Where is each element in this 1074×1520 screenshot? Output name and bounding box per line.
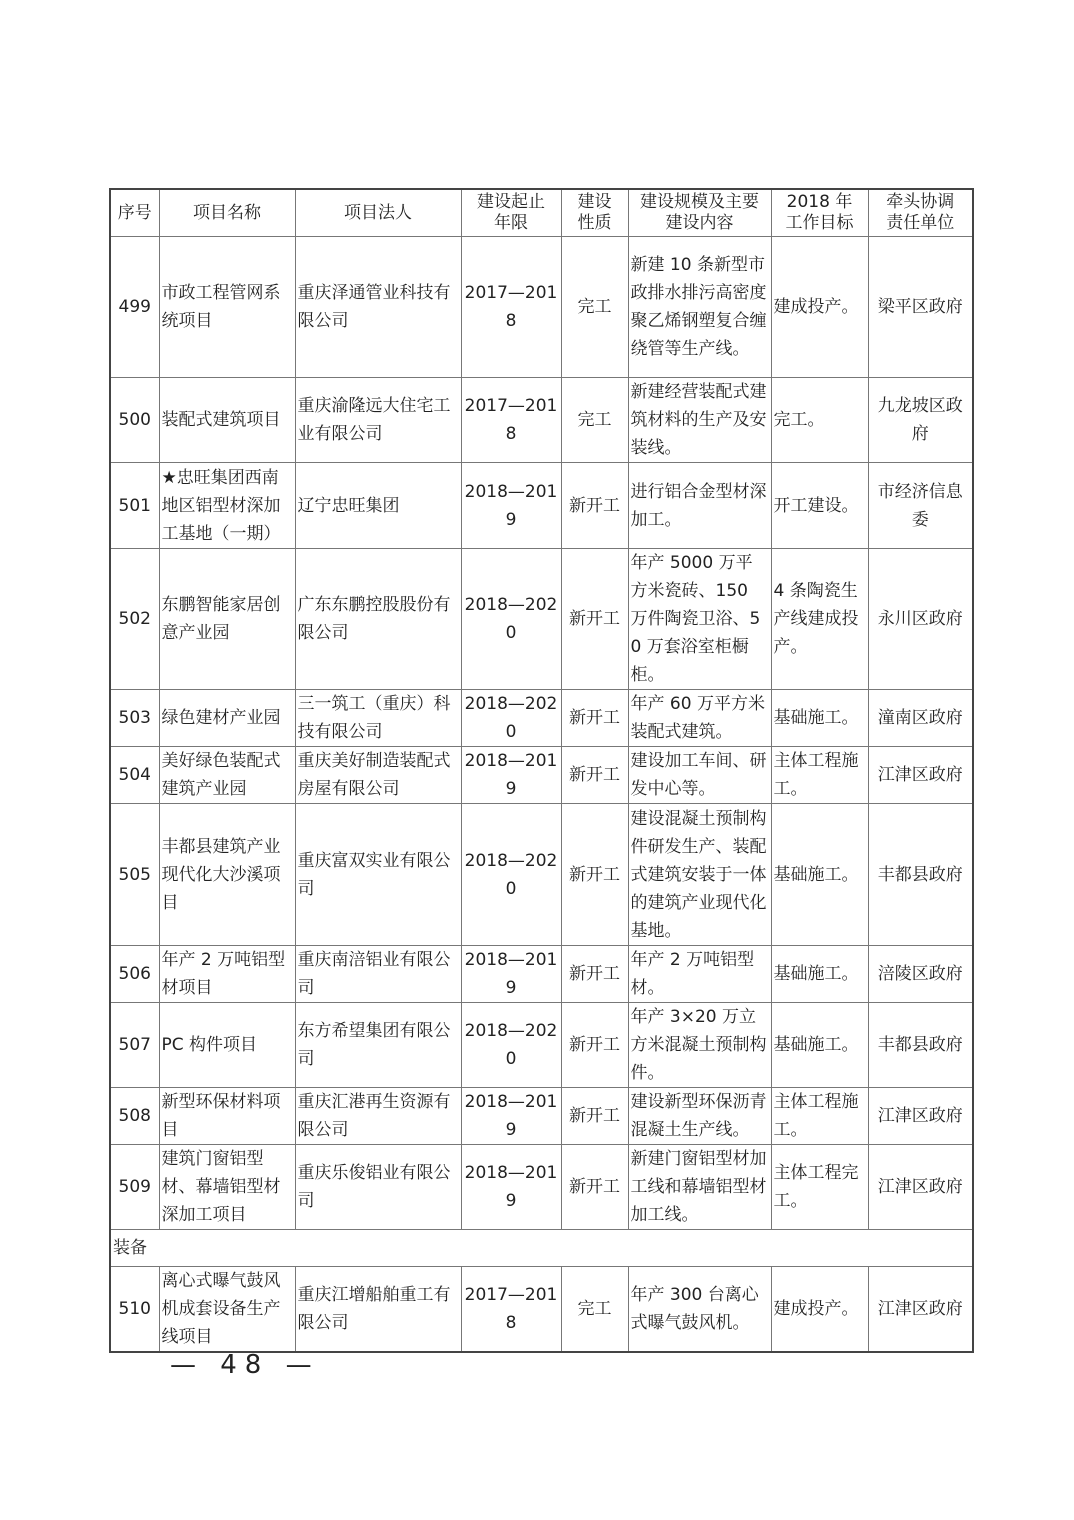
cell-goal: 完工。 [771, 378, 868, 463]
cell-period: 2017—2018 [461, 1267, 561, 1353]
table-row [110, 549, 973, 690]
cell-type: 完工 [561, 378, 628, 463]
cell-name: 装配式建筑项目 [159, 378, 295, 463]
cell-period: 2018—2019 [461, 1088, 561, 1145]
cell-no: 504 [110, 747, 159, 804]
cell-legal: 重庆乐俊铝业有限公司 [295, 1145, 461, 1230]
cell-type: 新开工 [561, 690, 628, 747]
cell-content: 新建经营装配式建筑材料的生产及安装线。 [628, 378, 771, 463]
cell-no: 507 [110, 1003, 159, 1088]
cell-legal: 重庆渝隆远大住宅工业有限公司 [295, 378, 461, 463]
cell-period: 2018—2020 [461, 1003, 561, 1088]
table-row [110, 946, 973, 1003]
cell-period: 2017—2018 [461, 378, 561, 463]
cell-period: 2018—2020 [461, 804, 561, 946]
cell-content: 年产 5000 万平方米瓷砖、150 万件陶瓷卫浴、50 万套浴室柜橱柜。 [628, 549, 771, 690]
cell-no: 505 [110, 804, 159, 946]
cell-goal: 主体工程完工。 [771, 1145, 868, 1230]
cell-legal: 广东东鹏控股股份有限公司 [295, 549, 461, 690]
header-period: 建设起止 年限 [461, 189, 561, 237]
cell-name: 建筑门窗铝型材、幕墙铝型材深加工项目 [159, 1145, 295, 1230]
header-unit: 牵头协调 责任单位 [868, 189, 973, 237]
cell-type: 完工 [561, 237, 628, 378]
cell-unit: 涪陵区政府 [868, 946, 973, 1003]
cell-goal: 主体工程施工。 [771, 1088, 868, 1145]
cell-name: 美好绿色装配式建筑产业园 [159, 747, 295, 804]
cell-goal: 基础施工。 [771, 1003, 868, 1088]
cell-period: 2018—2019 [461, 946, 561, 1003]
cell-legal: 重庆富双实业有限公司 [295, 804, 461, 946]
cell-goal: 基础施工。 [771, 804, 868, 946]
cell-no: 503 [110, 690, 159, 747]
cell-no: 510 [110, 1267, 159, 1353]
cell-name: 新型环保材料项目 [159, 1088, 295, 1145]
cell-period: 2018—2020 [461, 690, 561, 747]
cell-content: 建设新型环保沥青混凝土生产线。 [628, 1088, 771, 1145]
cell-name: PC 构件项目 [159, 1003, 295, 1088]
table-row [110, 1267, 973, 1353]
cell-unit: 市经济信息委 [868, 463, 973, 549]
table-row [110, 1003, 973, 1088]
header-legal: 项目法人 [295, 189, 461, 237]
cell-type: 新开工 [561, 463, 628, 549]
table-row [110, 804, 973, 946]
cell-legal: 重庆美好制造装配式房屋有限公司 [295, 747, 461, 804]
cell-no: 501 [110, 463, 159, 549]
cell-content: 建设加工车间、研发中心等。 [628, 747, 771, 804]
section-header-row [110, 1230, 973, 1267]
cell-unit: 潼南区政府 [868, 690, 973, 747]
cell-period: 2018—2019 [461, 463, 561, 549]
cell-name: 市政工程管网系统项目 [159, 237, 295, 378]
cell-unit: 永川区政府 [868, 549, 973, 690]
cell-legal: 重庆汇港再生资源有限公司 [295, 1088, 461, 1145]
cell-content: 年产 2 万吨铝型材。 [628, 946, 771, 1003]
cell-type: 新开工 [561, 1003, 628, 1088]
header-no: 序号 [110, 189, 159, 237]
cell-goal: 开工建设。 [771, 463, 868, 549]
cell-type: 新开工 [561, 1088, 628, 1145]
cell-no: 499 [110, 237, 159, 378]
cell-name: 丰都县建筑产业现代化大沙溪项目 [159, 804, 295, 946]
header-goal: 2018 年 工作目标 [771, 189, 868, 237]
table-row [110, 1088, 973, 1145]
cell-legal: 重庆江增船舶重工有限公司 [295, 1267, 461, 1353]
cell-no: 509 [110, 1145, 159, 1230]
cell-legal: 三一筑工（重庆）科技有限公司 [295, 690, 461, 747]
cell-unit: 江津区政府 [868, 747, 973, 804]
cell-no: 506 [110, 946, 159, 1003]
cell-name: 年产 2 万吨铝型材项目 [159, 946, 295, 1003]
cell-type: 新开工 [561, 946, 628, 1003]
cell-unit: 丰都县政府 [868, 804, 973, 946]
header-content: 建设规模及主要 建设内容 [628, 189, 771, 237]
cell-type: 新开工 [561, 549, 628, 690]
cell-legal: 重庆泽通管业科技有限公司 [295, 237, 461, 378]
header-type: 建设 性质 [561, 189, 628, 237]
cell-goal: 基础施工。 [771, 946, 868, 1003]
cell-goal: 4 条陶瓷生产线建成投产。 [771, 549, 868, 690]
cell-unit: 梁平区政府 [868, 237, 973, 378]
cell-period: 2018—2019 [461, 1145, 561, 1230]
cell-unit: 九龙坡区政府 [868, 378, 973, 463]
cell-no: 508 [110, 1088, 159, 1145]
cell-content: 新建 10 条新型市政排水排污高密度聚乙烯钢塑复合缠绕管等生产线。 [628, 237, 771, 378]
cell-content: 年产 300 台离心式曝气鼓风机。 [628, 1267, 771, 1353]
table-header-row [110, 189, 973, 237]
cell-legal: 东方希望集团有限公司 [295, 1003, 461, 1088]
header-name: 项目名称 [159, 189, 295, 237]
cell-no: 502 [110, 549, 159, 690]
cell-type: 新开工 [561, 1145, 628, 1230]
cell-type: 新开工 [561, 747, 628, 804]
cell-name: 离心式曝气鼓风机成套设备生产线项目 [159, 1267, 295, 1353]
table-row [110, 237, 973, 378]
cell-unit: 江津区政府 [868, 1145, 973, 1230]
cell-legal: 重庆南涪铝业有限公司 [295, 946, 461, 1003]
cell-content: 年产 60 万平方米装配式建筑。 [628, 690, 771, 747]
page-number: — 48 — [170, 1350, 320, 1380]
table-row [110, 378, 973, 463]
cell-no: 500 [110, 378, 159, 463]
cell-unit: 江津区政府 [868, 1267, 973, 1353]
cell-unit: 丰都县政府 [868, 1003, 973, 1088]
section-label: 装备 [110, 1230, 973, 1267]
cell-goal: 建成投产。 [771, 1267, 868, 1353]
cell-name: 东鹏智能家居创意产业园 [159, 549, 295, 690]
cell-content: 新建门窗铝型材加工线和幕墙铝型材加工线。 [628, 1145, 771, 1230]
table-row [110, 463, 973, 549]
cell-legal: 辽宁忠旺集团 [295, 463, 461, 549]
cell-name: ★忠旺集团西南地区铝型材深加工基地（一期） [159, 463, 295, 549]
cell-name: 绿色建材产业园 [159, 690, 295, 747]
cell-type: 新开工 [561, 804, 628, 946]
cell-goal: 主体工程施工。 [771, 747, 868, 804]
cell-unit: 江津区政府 [868, 1088, 973, 1145]
table-row [110, 747, 973, 804]
cell-period: 2017—2018 [461, 237, 561, 378]
cell-goal: 建成投产。 [771, 237, 868, 378]
cell-goal: 基础施工。 [771, 690, 868, 747]
table-row [110, 1145, 973, 1230]
cell-type: 完工 [561, 1267, 628, 1353]
cell-period: 2018—2020 [461, 549, 561, 690]
cell-period: 2018—2019 [461, 747, 561, 804]
cell-content: 年产 3×20 万立方米混凝土预制构件。 [628, 1003, 771, 1088]
table-row [110, 690, 973, 747]
cell-content: 建设混凝土预制构件研发生产、装配式建筑安装于一体的建筑产业现代化基地。 [628, 804, 771, 946]
cell-content: 进行铝合金型材深加工。 [628, 463, 771, 549]
project-table [109, 188, 974, 1353]
